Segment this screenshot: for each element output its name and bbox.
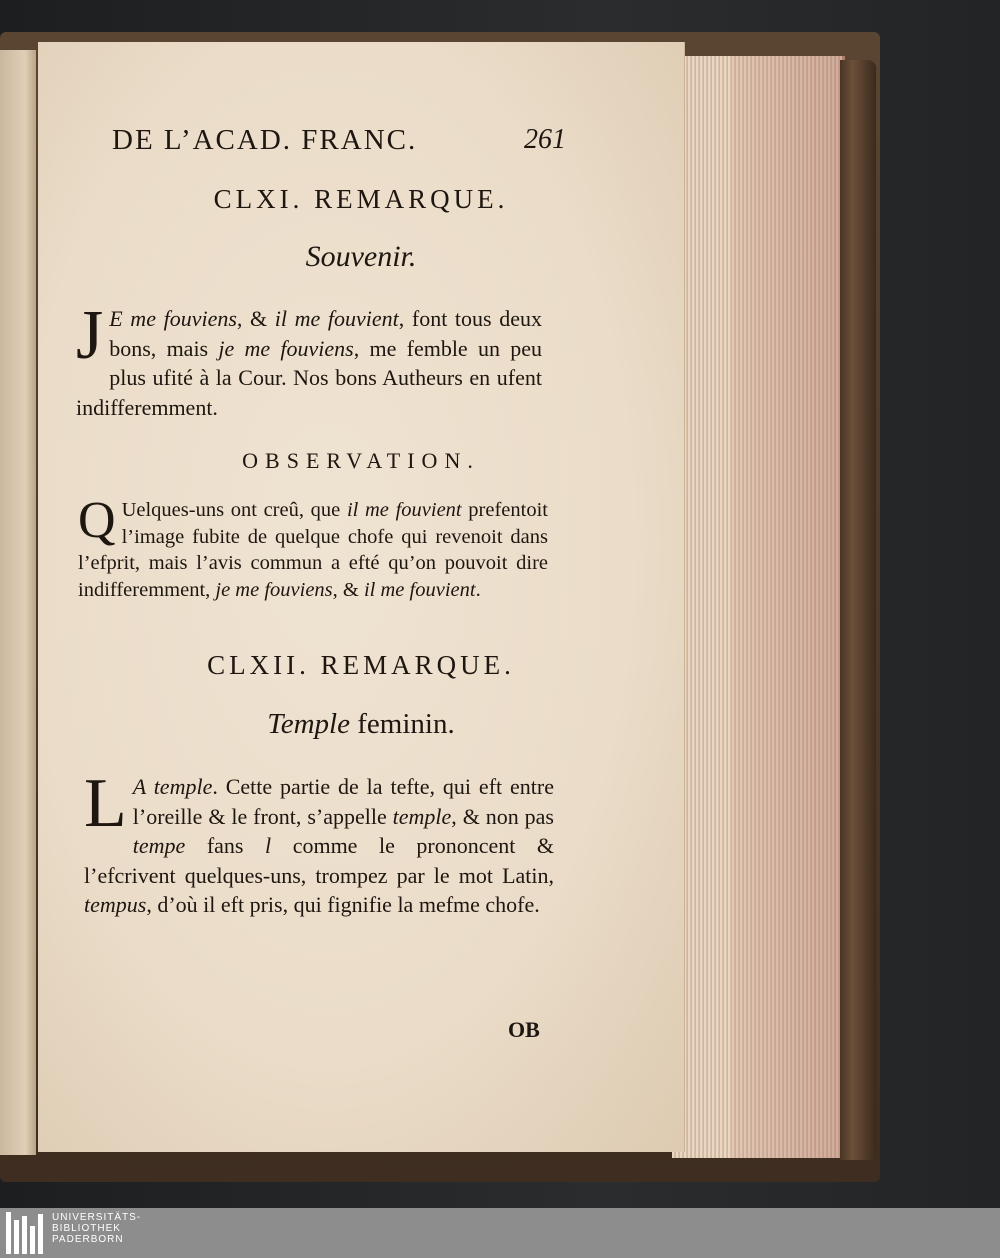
remark-title-162: CLXII. REMARQUE. [207, 650, 515, 680]
library-footer [0, 1208, 1000, 1258]
book-page [38, 42, 684, 1152]
drop-cap: Q [78, 492, 116, 549]
drop-cap: L [84, 765, 127, 842]
library-name: UNIVERSITÄTS- BIBLIOTHEK PADERBORN [52, 1212, 142, 1245]
remark-162-paragraph: L A temple. Cette partie de la tefte, qui eft entre l’oreille & le front, s’appelle temple, & non pas tempe fans l comme le prononcent & l’efcrivent quelques-uns, trompez par le mot Latin, tempus, d’où il eft pris, qui fignifie la mefme chofe. [84, 765, 555, 917]
catchword: OB [508, 1017, 540, 1042]
entry-word-temple: Temple feminin. [267, 708, 455, 740]
observation-heading: OBSERVATION. [242, 448, 480, 473]
page-number: 261 [524, 124, 566, 155]
observation-paragraph: Q Uelques-uns ont creû, que il me fouvient prefentoit l’image fubite de quelque chofe qui revenoit dans l’efprit, mais l’avis commun a efté qu’on pouvoit dire indifferemment, je me fouviens, & il me fouvient. [78, 492, 548, 601]
drop-cap: J [76, 297, 104, 374]
page-block-edges [672, 56, 845, 1158]
library-logo-icon [6, 1212, 46, 1254]
running-title: DE L’ACAD. FRANC. [112, 124, 418, 156]
left-page-edge [0, 50, 36, 1155]
cover-edge [840, 60, 876, 1160]
remark-161-paragraph: J E me fouviens, & il me fouvient, font tous deux bons, mais je me fouviens, me femble un peu plus ufité à la Cour. Nos bons Autheurs en ufent indifferemment. [76, 297, 542, 420]
entry-word-souvenir: Souvenir. [305, 240, 417, 273]
remark-title-161: CLXI. REMARQUE. [213, 184, 509, 214]
